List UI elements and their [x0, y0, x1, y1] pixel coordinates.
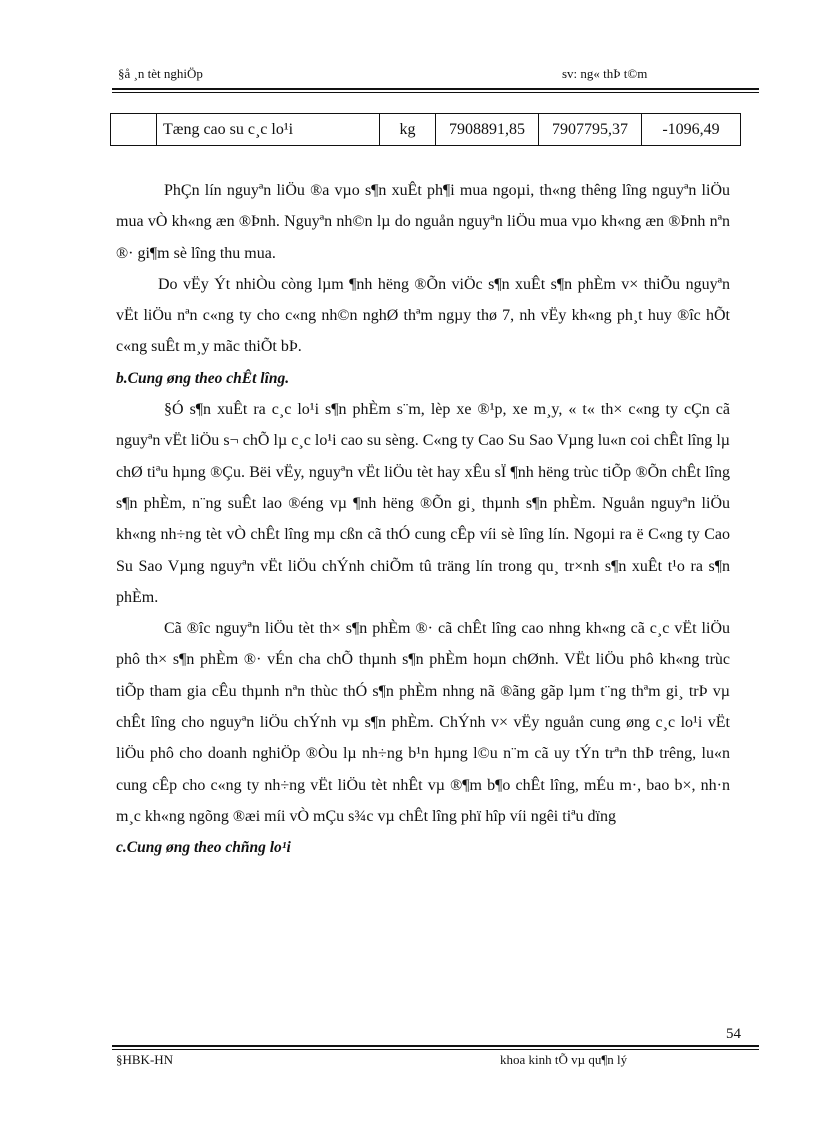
section-heading: b.Cung øng theo chÊt lîng. — [116, 369, 290, 387]
table-cell — [111, 114, 157, 146]
footer-right-department: khoa kinh tÕ vµ qu¶n lý — [500, 1052, 628, 1067]
header-rule-thick — [112, 88, 759, 90]
header-right-author: sv: ng« thÞ t©m — [562, 66, 648, 81]
table-cell: 7907795,37 — [539, 114, 642, 146]
paragraph: Do vËy Ýt nhiÒu còng lµm ¶nh hëng ®Õn viÖc s¶n xuÊt s¶n phÈm v× thiÕu nguyªn vËt liÖu nªn c«ng ty cho c«ng nh©n nghØ thªm ngµy thø 7, nh vËy kh«ng ph¸t huy ®îc hÕt c«ng suÊt m¸y mãc thiÕt bÞ. — [116, 275, 730, 356]
table-cell: kg — [380, 114, 436, 146]
table-row — [111, 114, 741, 146]
summary-table — [110, 113, 741, 146]
header-left-title: §å ¸n tèt nghiÖp — [118, 66, 203, 81]
paragraph: Cã ®îc nguyªn liÖu tèt th× s¶n phÈm ®· cã chÊt lîng cao nhng kh«ng cã c¸c vËt liÖu phô th× s¶n phÈm ®· vÉn cha chÕ thµnh s¶n phÈm hoµn chØnh. VËt liÖu phô kh«ng trùc tiÕp tham gia cÊu thµnh nªn thùc thÓ s¶n phÈm nhng nã ®ãng gãp lµm t¨ng thªm gi¸ trÞ vµ chÊt lîng cho nguyªn liÖu chÝnh vµ s¶n phÈm. ChÝnh v× vËy nguån cung øng c¸c lo¹i vËt liÖu phô cho doanh nghiÖp ®Òu lµ nh÷ng b¹n hµng l©u n¨m cã uy tÝn trªn thÞ trêng, lu«n cung cÊp cho c«ng ty nh÷ng vËt liÖu tèt nhÊt vµ ®¶m b¶o chÊt lîng, mÉu m·, bao b×, nh·n m¸c kh«ng ngõng ®æi míi vÒ mÇu s¾c vµ chÊt lîng phï hîp víi ngêi tiªu dïng — [116, 620, 730, 825]
footer-rule-thick — [112, 1045, 759, 1047]
table-cell: Tæng cao su c¸c lo¹i — [157, 114, 380, 146]
body-text — [116, 175, 730, 864]
footer-rule-thin — [112, 1049, 759, 1050]
table-cell: 7908891,85 — [436, 114, 539, 146]
paragraph: §Ó s¶n xuÊt ra c¸c lo¹i s¶n phÈm s¨m, lèp xe ®¹p, xe m¸y, « t« th× c«ng ty cÇn cã nguyªn vËt liÖu s¬ chÕ lµ c¸c lo¹i cao su sèng. C«ng ty Cao Su Sao Vµng lu«n coi chÊt lîng lµ chØ tiªu hµng ®Çu. Bëi vËy, nguyªn vËt liÖu tèt hay xÊu sÏ ¶nh hëng trùc tiÕp ®Õn chÊt lîng s¶n phÈm, n¨ng suÊt lao ®éng vµ ¶nh hëng ®Õn gi¸ thµnh s¶n phÈm. Nguån nguyªn liÖu kh«ng nh÷ng tèt vÒ chÊt lîng mµ cßn cã thÓ cung cÊp víi sè lîng lín. Ngoµi ra ë C«ng ty Cao Su Sao Vµng nguyªn vËt liÖu chÝnh chiÕm tû träng lín trong qu¸ tr×nh s¶n xuÊt t¹o ra s¶n phÈm. — [116, 401, 730, 606]
footer-left-institution: §HBK-HN — [116, 1052, 174, 1067]
table-cell: -1096,49 — [642, 114, 741, 146]
page-number: 54 — [726, 1026, 741, 1042]
section-heading: c.Cung øng theo chñng lo¹i — [116, 839, 291, 857]
paragraph: PhÇn lín nguyªn liÖu ®a vµo s¶n xuÊt ph¶i mua ngoµi, th«ng thêng lîng nguyªn liÖu mua vÒ kh«ng æn ®Þnh. Nguyªn nh©n lµ do nguån nguyªn liÖu mua vµo kh«ng æn ®Þnh nªn ®· gi¶m sè lîng thu mua. — [116, 182, 730, 262]
header-rule-thin — [112, 92, 759, 93]
